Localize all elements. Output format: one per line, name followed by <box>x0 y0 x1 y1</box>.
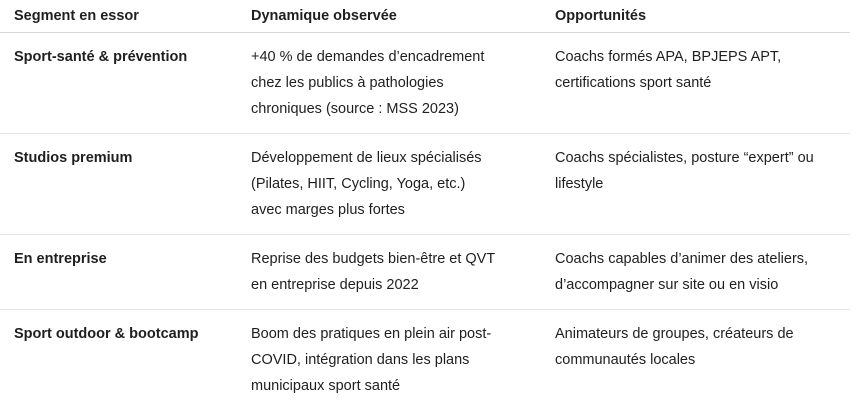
cell-line: communautés locales <box>555 352 696 368</box>
table-row <box>0 246 850 310</box>
dynamique-cell <box>251 321 491 399</box>
cell-line: municipaux sport santé <box>251 378 401 394</box>
segment-cell: Sport-santé & prévention <box>14 49 188 65</box>
cell-line: Développement de lieux spécialisés <box>251 150 482 166</box>
cell-line: lifestyle <box>555 176 604 192</box>
dynamique-cell <box>251 145 482 223</box>
segment-cell: Studios premium <box>14 150 133 166</box>
cell-line: Boom des pratiques en plein air post- <box>251 326 492 342</box>
opportunites-cell <box>555 44 781 96</box>
cell-line: (Pilates, HIIT, Cycling, Yoga, etc.) <box>251 176 466 192</box>
cell-line: Coachs formés APA, BPJEPS APT, <box>555 49 782 65</box>
header-segment: Segment en essor <box>14 8 139 24</box>
table-row <box>0 145 850 235</box>
opportunites-cell <box>555 145 814 197</box>
segment-cell: Sport outdoor & bootcamp <box>14 326 199 342</box>
cell-line: COVID, intégration dans les plans <box>251 352 470 368</box>
cell-line: en entreprise depuis 2022 <box>251 277 419 293</box>
table-header-row <box>0 3 850 33</box>
cell-line: Coachs capables d’animer des ateliers, <box>555 251 809 267</box>
dynamique-cell <box>251 44 484 122</box>
cell-line: chez les publics à pathologies <box>251 75 444 91</box>
cell-line: Animateurs de groupes, créateurs de <box>555 326 794 342</box>
segment-cell: En entreprise <box>14 251 107 267</box>
dynamique-cell <box>251 246 495 298</box>
opportunites-cell <box>555 321 794 373</box>
cell-line: chroniques (source : MSS 2023) <box>251 101 459 117</box>
cell-line: certifications sport santé <box>555 75 712 91</box>
table-row <box>0 321 850 406</box>
header-opportunites: Opportunités <box>555 8 647 24</box>
table-row <box>0 44 850 134</box>
cell-line: +40 % de demandes d’encadrement <box>251 49 485 65</box>
cell-line: d’accompagner sur site ou en visio <box>555 277 779 293</box>
opportunites-cell <box>555 246 808 298</box>
header-dynamique: Dynamique observée <box>251 8 397 24</box>
cell-line: avec marges plus fortes <box>251 202 405 218</box>
cell-line: Reprise des budgets bien-être et QVT <box>251 251 496 267</box>
cell-line: Coachs spécialistes, posture “expert” ou <box>555 150 814 166</box>
